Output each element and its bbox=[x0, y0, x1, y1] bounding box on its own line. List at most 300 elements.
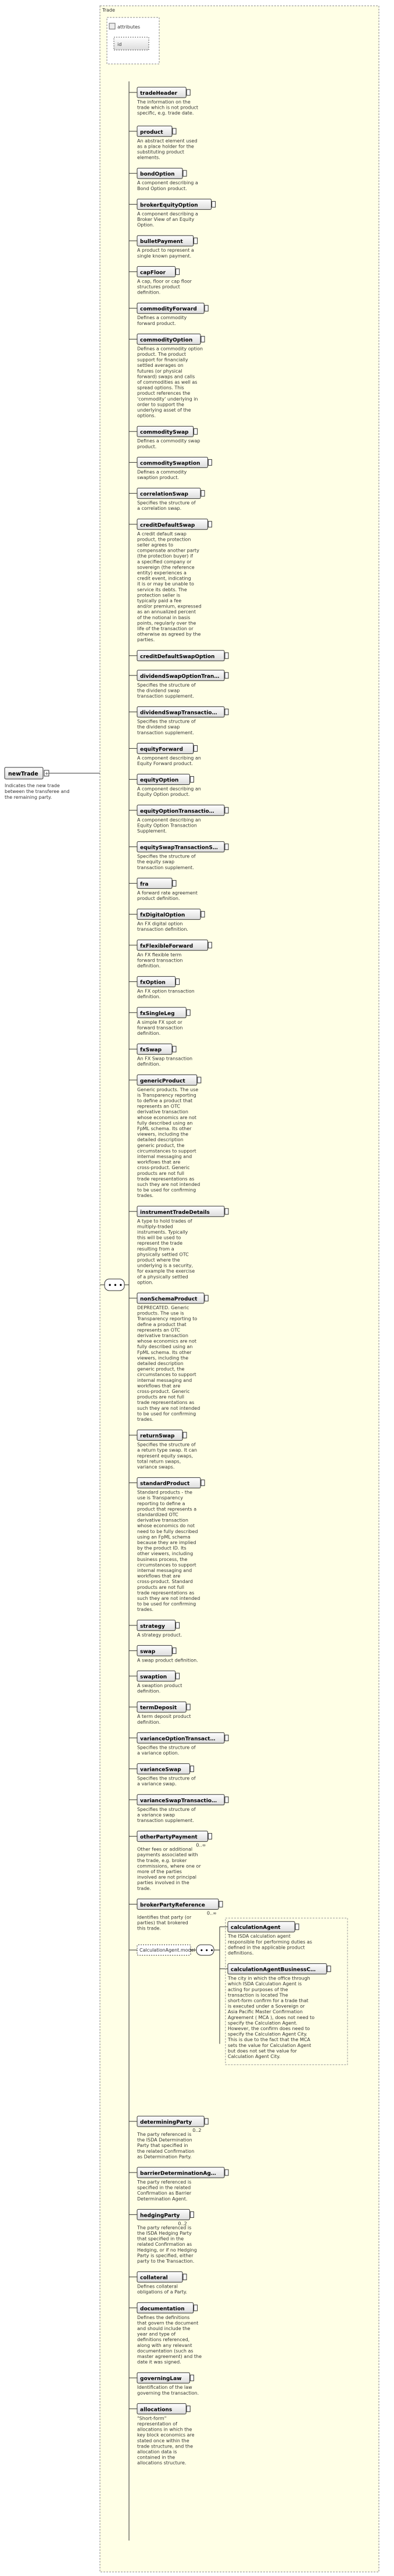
desc-line: product. The product bbox=[137, 352, 187, 357]
expand-icon[interactable] bbox=[187, 2406, 190, 2411]
desc-line: as a place holder for the bbox=[137, 144, 194, 149]
desc-line: A product to represent a bbox=[137, 248, 194, 253]
desc-line: fully described using an bbox=[137, 1120, 193, 1126]
desc-line: obligations of a Party. bbox=[137, 2289, 188, 2295]
expand-icon[interactable] bbox=[187, 90, 190, 95]
desc-line: Defines a commodity bbox=[137, 315, 187, 321]
expand-icon[interactable] bbox=[295, 1924, 299, 1930]
expand-icon[interactable] bbox=[201, 1480, 205, 1486]
desc-line: Transparency reporting to bbox=[137, 1316, 198, 1322]
element-description bbox=[137, 1632, 182, 1638]
element-name: fxSwap bbox=[140, 1047, 162, 1053]
desc-line: sets the value for Calculation Agent bbox=[228, 2042, 311, 2048]
desc-line: this will be used to bbox=[137, 1235, 181, 1241]
desc-line: whose economics are not bbox=[137, 1338, 197, 1344]
desc-line: viewers, including the bbox=[137, 1355, 188, 1361]
element-name: bulletPayment bbox=[140, 239, 183, 245]
desc-line: internal messaging and bbox=[137, 1377, 192, 1383]
desc-line: transaction definition. bbox=[137, 927, 188, 932]
expand-icon[interactable] bbox=[327, 1966, 331, 1972]
element-name: collateral bbox=[140, 2275, 168, 2281]
desc-line: underlying asset of the bbox=[137, 408, 191, 413]
desc-line: "Short-form" bbox=[137, 2416, 167, 2421]
desc-line: such they are not intended bbox=[137, 1596, 200, 1601]
element-name: swaption bbox=[140, 1674, 167, 1680]
desc-line: cross-product. Generic bbox=[137, 1165, 190, 1171]
root-description bbox=[5, 783, 71, 800]
root-element[interactable] bbox=[5, 767, 49, 779]
desc-line: such they are not intended bbox=[137, 1405, 200, 1411]
desc-line: Other fees or additional bbox=[137, 1846, 193, 1852]
expand-icon[interactable] bbox=[176, 1673, 180, 1679]
desc-line: represents an OTC bbox=[137, 1327, 180, 1333]
desc-line: product, the protection bbox=[137, 537, 191, 542]
desc-line: trade representations as bbox=[137, 1400, 195, 1406]
desc-line: The party referenced is bbox=[137, 2180, 192, 2185]
desc-line: trades. bbox=[137, 1193, 154, 1199]
expand-icon[interactable] bbox=[183, 170, 187, 176]
expand-icon[interactable] bbox=[198, 1077, 201, 1083]
element-name: dividendSwapOptionTran… bbox=[140, 673, 220, 680]
desc-line: Hedging, or if no Hedging bbox=[137, 2247, 197, 2253]
expand-icon[interactable] bbox=[190, 2211, 194, 2217]
desc-line: spread options. This bbox=[137, 385, 184, 391]
desc-line: the related Confirmation bbox=[137, 2148, 195, 2154]
desc-line: Defines collateral bbox=[137, 2284, 178, 2289]
expand-icon[interactable] bbox=[194, 428, 198, 434]
element-name: standardProduct bbox=[140, 1481, 190, 1487]
desc-line: a correlation swap. bbox=[137, 506, 182, 512]
element-name: varianceOptionTransact… bbox=[140, 1736, 216, 1742]
desc-line: for example the exercise bbox=[137, 1269, 195, 1274]
desc-line: A credit default swap bbox=[137, 531, 187, 537]
element-name: equityOptionTransactio… bbox=[140, 808, 214, 814]
occurrence: 0..∞ bbox=[196, 1842, 206, 1848]
desc-line: A strategy product. bbox=[137, 1632, 182, 1638]
desc-line: Equity Option Transaction bbox=[137, 823, 197, 828]
desc-line: generic product, the bbox=[137, 1366, 185, 1372]
desc-line: this trade. bbox=[137, 1925, 162, 1931]
desc-line: trade which is not product bbox=[137, 105, 199, 110]
desc-line: derivative transaction bbox=[137, 1517, 188, 1523]
desc-line: to be used for confirming bbox=[137, 1411, 196, 1417]
desc-line: and/or premium, expressed bbox=[137, 603, 202, 609]
desc-line: forward transaction bbox=[137, 957, 183, 963]
occurrence: 0..2 bbox=[192, 2128, 202, 2133]
desc-line: transaction supplement. bbox=[137, 730, 194, 735]
element-name: creditDefaultSwapOption bbox=[140, 653, 215, 660]
desc-line: A component describing an bbox=[137, 786, 201, 792]
element-name: product bbox=[140, 129, 163, 135]
expand-icon[interactable] bbox=[225, 653, 228, 659]
desc-line: responsible for performing duties as bbox=[228, 1939, 313, 1945]
desc-line: Calculation Agent City. bbox=[228, 2054, 281, 2059]
expand-icon[interactable] bbox=[225, 673, 228, 678]
desc-line: year and type of bbox=[137, 2331, 176, 2337]
expand-icon[interactable] bbox=[176, 979, 180, 985]
desc-line: definition. bbox=[137, 1031, 161, 1036]
element-name: equitySwapTransactionS… bbox=[140, 845, 218, 851]
desc-line: business process, the bbox=[137, 1556, 188, 1562]
desc-line: Agreement ( MCA ), does not need to bbox=[228, 2014, 315, 2020]
expand-icon[interactable] bbox=[201, 336, 205, 342]
svg-text:+: + bbox=[45, 771, 49, 776]
desc-line: physically settled OTC bbox=[137, 1252, 189, 1257]
element-name: creditDefaultSwap bbox=[140, 522, 195, 528]
desc-line: resulting from a bbox=[137, 1246, 174, 1252]
desc-line: elements. bbox=[137, 155, 160, 160]
desc-line: seller agrees to bbox=[137, 542, 173, 548]
desc-line: definition. bbox=[137, 1719, 161, 1725]
desc-line: specify the Calculation Agent City. bbox=[228, 2031, 307, 2037]
desc-line: use is Transparency bbox=[137, 1495, 183, 1501]
desc-line: products are not full bbox=[137, 1394, 184, 1400]
element-name: fxSingleLeg bbox=[140, 1010, 175, 1017]
desc-line: is Transparency reporting bbox=[137, 1092, 196, 1098]
root-desc-line: between the transferee and bbox=[5, 789, 70, 794]
element-name: fxDigitalOption bbox=[140, 912, 185, 919]
desc-line: A component describing an bbox=[137, 755, 201, 761]
element-tradeHeader[interactable] bbox=[129, 87, 198, 116]
expand-icon[interactable] bbox=[183, 2274, 187, 2280]
element-name: governingLaw bbox=[140, 2376, 182, 2382]
desc-line: A term deposit product bbox=[137, 1714, 191, 1720]
desc-line: The party referenced is bbox=[137, 2132, 192, 2137]
desc-line: A forward rate agreement bbox=[137, 890, 198, 896]
desc-line: total return swaps, bbox=[137, 1459, 181, 1464]
expand-icon[interactable] bbox=[187, 1704, 190, 1710]
element-description bbox=[137, 755, 201, 766]
desc-line: service its debts. The bbox=[137, 587, 187, 592]
desc-line: and should include the bbox=[137, 2326, 191, 2331]
element-name: termDeposit bbox=[140, 1705, 177, 1712]
desc-line: Party that specified in bbox=[137, 2143, 188, 2149]
desc-line: Identification of the law bbox=[137, 2385, 192, 2391]
desc-line: key block economics are bbox=[137, 2432, 195, 2438]
root-desc-line: Indicates the new trade bbox=[5, 783, 60, 788]
occurrence: 0..∞ bbox=[207, 1910, 217, 1916]
element-name: brokerPartyReference bbox=[140, 1902, 205, 1909]
expand-icon[interactable] bbox=[194, 238, 198, 244]
element-description bbox=[137, 2225, 197, 2264]
desc-line: generic product, the bbox=[137, 1142, 185, 1148]
desc-line: circumstances to support bbox=[137, 1562, 196, 1568]
desc-line: Specifies the structure of bbox=[137, 1442, 196, 1448]
desc-line: multiply-traded bbox=[137, 1224, 173, 1230]
desc-line: A swaption product bbox=[137, 1683, 182, 1688]
element-name: otherPartyPayment bbox=[140, 1834, 198, 1841]
desc-line: life of the transaction or bbox=[137, 626, 194, 631]
desc-line: A type to hold trades of bbox=[137, 1218, 192, 1224]
desc-line: represents an OTC bbox=[137, 1103, 180, 1109]
desc-line: represent the trade bbox=[137, 1241, 182, 1246]
desc-line: documentation (such as bbox=[137, 2348, 194, 2354]
desc-line: the ISDA Hedging Party bbox=[137, 2231, 192, 2236]
desc-line: options. bbox=[137, 413, 156, 419]
desc-line: along with any relevant bbox=[137, 2342, 192, 2348]
desc-line: parties. bbox=[137, 637, 155, 643]
element-description bbox=[137, 248, 194, 259]
desc-line: The city in which the office through bbox=[228, 1975, 310, 1981]
desc-line: transaction is located The bbox=[228, 1992, 288, 1998]
desc-line: to be used for confirming bbox=[137, 1601, 196, 1607]
desc-line: otherwise as agreed by the bbox=[137, 631, 201, 637]
expand-icon[interactable] bbox=[190, 1766, 194, 1772]
desc-line: swaption product. bbox=[137, 475, 179, 480]
desc-line: trade. bbox=[137, 1885, 151, 1891]
desc-line: circumstances to support bbox=[137, 1148, 196, 1154]
desc-line: need to be fully described bbox=[137, 1528, 198, 1534]
desc-line: definition. bbox=[137, 963, 161, 969]
desc-line: transaction supplement. bbox=[137, 694, 194, 699]
element-description bbox=[137, 99, 198, 116]
attributes-group[interactable] bbox=[107, 17, 159, 64]
element-name: instrumentTradeDetails bbox=[140, 1209, 210, 1216]
desc-line: a specified company or bbox=[137, 559, 192, 564]
desc-line: reporting to define a bbox=[137, 1500, 185, 1506]
desc-line: compensate another party bbox=[137, 548, 199, 553]
desc-line: DEPRECATED. Generic bbox=[137, 1305, 189, 1310]
element-name: fxOption bbox=[140, 980, 166, 986]
expand-icon[interactable] bbox=[225, 2170, 228, 2175]
desc-line: products are not full bbox=[137, 1584, 184, 1590]
attribute-id: id bbox=[117, 42, 122, 47]
element-description bbox=[137, 921, 188, 932]
desc-line: a return type swap. It can bbox=[137, 1448, 198, 1453]
expand-icon[interactable] bbox=[208, 521, 212, 527]
expand-icon[interactable] bbox=[187, 1010, 190, 1016]
element-name: fra bbox=[140, 881, 149, 888]
element-name: fxFlexibleForward bbox=[140, 943, 194, 949]
desc-line: definition. bbox=[137, 1062, 161, 1067]
desc-line: A simple FX spot or bbox=[137, 1019, 182, 1025]
desc-line: products. The use is bbox=[137, 1310, 184, 1316]
root-title: newTrade bbox=[8, 771, 38, 777]
desc-line: The party referenced is bbox=[137, 2225, 192, 2231]
desc-line: the dividend swap bbox=[137, 724, 180, 730]
desc-line: forward transaction bbox=[137, 1025, 183, 1031]
desc-line: allocations in which the bbox=[137, 2427, 192, 2432]
desc-line: cross-product. Generic bbox=[137, 1389, 190, 1394]
desc-line: Defines a commodity option bbox=[137, 346, 203, 352]
desc-line: by the product ID. Its bbox=[137, 1545, 187, 1551]
expand-icon[interactable] bbox=[208, 459, 212, 465]
element-name: calculationAgent bbox=[231, 1925, 281, 1931]
occurrence: 0..2 bbox=[178, 2221, 187, 2227]
expand-icon[interactable] bbox=[176, 1623, 180, 1628]
expand-icon[interactable] bbox=[225, 1735, 228, 1741]
expand-icon[interactable] bbox=[194, 2305, 198, 2311]
expand-icon[interactable] bbox=[173, 1648, 176, 1653]
desc-line: Party is specified, either bbox=[137, 2253, 194, 2259]
desc-line: derivative transaction bbox=[137, 1109, 188, 1115]
desc-line: Equity Option product. bbox=[137, 792, 190, 798]
desc-line: because they are implied bbox=[137, 1540, 196, 1545]
element-name: determiningParty bbox=[140, 2120, 192, 2125]
desc-line: Confirmation as Barrier bbox=[137, 2191, 192, 2196]
desc-line: typically paid a fee bbox=[137, 598, 182, 603]
desc-line: product that represents a bbox=[137, 1506, 197, 1512]
desc-line: Defines the definitions bbox=[137, 2314, 190, 2320]
desc-line: standardized OTC bbox=[137, 1512, 178, 1517]
desc-line: of the notional in basis bbox=[137, 614, 191, 620]
desc-line: A cap, floor or cap floor bbox=[137, 278, 192, 284]
desc-line: 'commodity' underlying in bbox=[137, 396, 198, 402]
expand-icon[interactable] bbox=[173, 128, 176, 134]
expand-icon[interactable] bbox=[205, 305, 208, 311]
desc-line: futures (or physical bbox=[137, 368, 182, 374]
desc-line: This is due to the fact that the MCA bbox=[228, 2037, 310, 2043]
desc-line: whose economics do not bbox=[137, 1523, 195, 1529]
desc-line: Generic products. The use bbox=[137, 1087, 199, 1092]
desc-line: definition. bbox=[137, 290, 161, 295]
expand-icon[interactable] bbox=[225, 808, 228, 813]
desc-line: the ISDA Determination bbox=[137, 2137, 192, 2143]
desc-line: product definition. bbox=[137, 896, 180, 901]
desc-line: FpML schema. Its other bbox=[137, 1126, 192, 1131]
desc-line: FpML schema. Its other bbox=[137, 1349, 192, 1355]
desc-line: involved are not principal bbox=[137, 1874, 197, 1880]
element-name: strategy bbox=[140, 1623, 165, 1630]
desc-line: that govern the document bbox=[137, 2320, 199, 2326]
desc-line: Standard products - the bbox=[137, 1489, 192, 1495]
desc-line: detailed description bbox=[137, 1137, 184, 1143]
desc-line: instruments. Typically bbox=[137, 1230, 188, 1235]
desc-line: definition. bbox=[137, 1688, 161, 1694]
expand-icon[interactable] bbox=[201, 912, 205, 917]
expand-icon[interactable] bbox=[205, 1295, 208, 1301]
calc-model-label: CalculationAgent.model bbox=[139, 1948, 195, 1953]
desc-line: The information on the bbox=[137, 99, 191, 105]
desc-line: payments associated with bbox=[137, 1852, 198, 1858]
desc-line: circumstances to support bbox=[137, 1372, 196, 1378]
desc-line: definitions. bbox=[228, 1950, 254, 1956]
expand-icon[interactable] bbox=[225, 709, 228, 715]
desc-line: An FX flexible term bbox=[137, 952, 182, 957]
element-creditDefaultSwapOption[interactable] bbox=[129, 651, 228, 661]
desc-line: trades. bbox=[137, 1417, 154, 1422]
desc-line: the trade, e.g. broker bbox=[137, 1857, 187, 1863]
attributes-label: attributes bbox=[117, 24, 141, 30]
desc-line: the dividend swap bbox=[137, 688, 180, 694]
desc-line: workflows that are bbox=[137, 1573, 181, 1579]
element-name: varianceSwapTransactio… bbox=[140, 1798, 217, 1804]
desc-line: trade structure, and the bbox=[137, 2443, 193, 2449]
desc-line: An FX digital option bbox=[137, 921, 183, 927]
element-name: commoditySwaption bbox=[140, 460, 200, 467]
expand-icon[interactable] bbox=[173, 1046, 176, 1052]
expand-icon[interactable] bbox=[208, 1834, 212, 1839]
desc-line: credit event, indicating bbox=[137, 576, 191, 581]
desc-line: stated once within the bbox=[137, 2438, 189, 2443]
expand-icon[interactable] bbox=[194, 745, 198, 751]
expand-icon[interactable] bbox=[219, 1901, 223, 1907]
desc-line: option. bbox=[137, 1280, 153, 1285]
element-name: commodityForward bbox=[140, 306, 197, 313]
expand-icon[interactable] bbox=[225, 844, 228, 850]
desc-line: a variance swap bbox=[137, 1812, 175, 1818]
desc-line: The ISDA calculation agent bbox=[228, 1934, 291, 1939]
desc-line: However, the confirm does need to bbox=[228, 2026, 310, 2031]
expand-icon[interactable] bbox=[183, 1432, 187, 1438]
expand-icon[interactable] bbox=[190, 777, 194, 783]
desc-line: to be used for confirming bbox=[137, 1187, 196, 1193]
expand-icon[interactable] bbox=[208, 942, 212, 948]
desc-line: such they are not intended bbox=[137, 1182, 200, 1187]
desc-line: product. bbox=[137, 444, 157, 449]
desc-line: Specifies the structure of bbox=[137, 853, 196, 859]
expand-icon[interactable] bbox=[176, 269, 180, 274]
desc-line: Broker View of an Equity bbox=[137, 217, 195, 222]
element-name: nonSchemaProduct bbox=[140, 1296, 198, 1302]
element-name: bondOption bbox=[140, 172, 175, 178]
desc-line: transaction supplement. bbox=[137, 1818, 194, 1823]
desc-line: A component describing an bbox=[137, 817, 201, 823]
desc-line: whose economics are not bbox=[137, 1114, 197, 1120]
desc-line: (the protection buyer) if bbox=[137, 553, 193, 559]
desc-line: using an FpML schema bbox=[137, 1534, 191, 1540]
desc-line: product where the bbox=[137, 1257, 180, 1263]
element-name: brokerEquityOption bbox=[140, 202, 198, 209]
desc-line: date it was signed. bbox=[137, 2359, 181, 2365]
desc-line: Defines a commodity swap bbox=[137, 438, 200, 444]
desc-line: Asia Pacific Master Confirmation bbox=[228, 2009, 303, 2015]
element-description bbox=[137, 1657, 198, 1663]
element-name: varianceSwap bbox=[140, 1767, 181, 1773]
expand-icon[interactable] bbox=[225, 1209, 228, 1214]
sequence-label: • • • bbox=[108, 1282, 123, 1289]
desc-line: forward product. bbox=[137, 320, 176, 326]
element-name: returnSwap bbox=[140, 1433, 175, 1439]
expand-icon[interactable] bbox=[205, 2118, 208, 2124]
desc-line: single known payment. bbox=[137, 253, 192, 259]
expand-icon[interactable] bbox=[225, 1797, 228, 1803]
desc-line: underlying is a security, bbox=[137, 1263, 194, 1269]
element-description bbox=[137, 2180, 192, 2202]
desc-line: Specifies the structure of bbox=[137, 500, 196, 506]
element-name: commodityOption bbox=[140, 337, 193, 344]
desc-line: as an annualized percent bbox=[137, 609, 196, 615]
element-name: swap bbox=[140, 1649, 156, 1655]
element-description bbox=[137, 2385, 199, 2396]
desc-line: contained in the bbox=[137, 2454, 175, 2460]
element-name: dividendSwapTransactio… bbox=[140, 710, 217, 716]
element-strategy[interactable] bbox=[129, 1620, 182, 1638]
desc-line: cross-product. Standard bbox=[137, 1579, 193, 1585]
expand-icon[interactable] bbox=[190, 2375, 194, 2381]
desc-line: settled averages on bbox=[137, 363, 184, 369]
desc-line: definition. bbox=[137, 994, 161, 1000]
desc-line: master agreement) and the bbox=[137, 2354, 202, 2359]
desc-line: fully described using an bbox=[137, 1344, 193, 1350]
desc-line: acting for purposes of the bbox=[228, 1987, 288, 1992]
expand-icon[interactable] bbox=[201, 491, 205, 496]
desc-line: representation of bbox=[137, 2421, 177, 2427]
element-name: genericProduct bbox=[140, 1078, 185, 1084]
type-label: Trade bbox=[102, 8, 115, 13]
expand-icon[interactable] bbox=[212, 201, 216, 207]
desc-line: defined in the applicable product bbox=[228, 1945, 305, 1950]
root-desc-line: the remaining party. bbox=[5, 795, 52, 800]
desc-line: detailed description bbox=[137, 1361, 184, 1366]
element-name: commoditySwap bbox=[140, 430, 189, 436]
expand-icon[interactable] bbox=[173, 880, 176, 886]
desc-line: as Determination Party. bbox=[137, 2154, 192, 2160]
desc-line: Option. bbox=[137, 222, 155, 228]
desc-line: products are not full bbox=[137, 1170, 184, 1176]
desc-line: allocation data is bbox=[137, 2449, 177, 2454]
element-name: tradeHeader bbox=[140, 91, 178, 97]
